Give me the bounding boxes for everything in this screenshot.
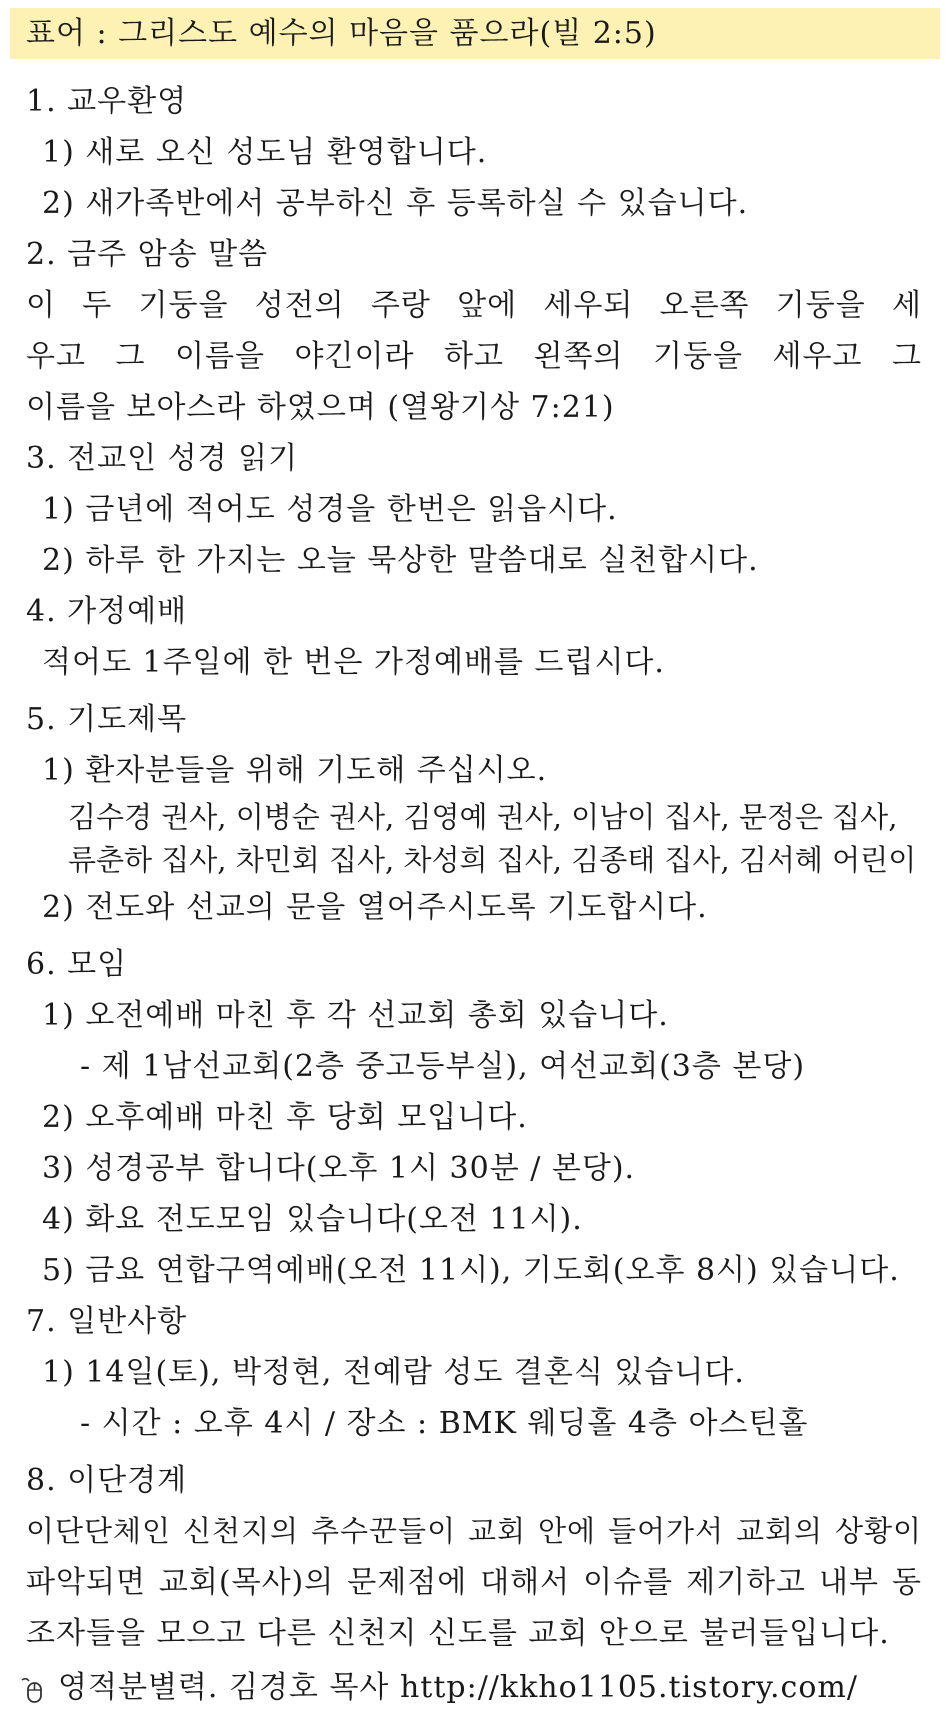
prayer-names: 김수경 권사, 이병순 권사, 김영예 권사, 이남이 집사, 문정은 집사, xyxy=(68,800,898,834)
section-title: 2. 금주 암송 말씀 xyxy=(26,237,269,272)
section-title: 5. 기도제목 xyxy=(26,702,188,737)
section-general xyxy=(26,1296,922,1449)
list-item: 3) 성경공부 합니다(오후 1시 30분 / 본당). xyxy=(42,1151,636,1186)
warning-line: 파악되면 교회(목사)의 문제점에 대해서 이슈를 제기하고 내부 동 xyxy=(26,1565,922,1600)
prayer-names: 류춘하 집사, 차민회 집사, 차성희 집사, 김종태 집사, 김서혜 어린이 xyxy=(68,843,917,877)
section-prayer xyxy=(26,694,922,933)
verse-line: 이 두 기둥을 성전의 주랑 앞에 세우되 오른쪽 기둥을 세 xyxy=(26,288,922,323)
list-item: 2) 전도와 선교의 문을 열어주시도록 기도합시다. xyxy=(42,890,708,925)
section-title: 3. 전교인 성경 읽기 xyxy=(26,441,299,476)
list-item: 1) 14일(토), 박정현, 전예람 성도 결혼식 있습니다. xyxy=(42,1355,745,1390)
warning-paragraph xyxy=(26,1506,922,1659)
announcements xyxy=(26,76,922,1659)
warning-line: 이단단체인 신천지의 추수꾼들이 교회 안에 들어가서 교회의 상황이 xyxy=(26,1514,922,1548)
motto-banner: 표어 : 그리스도 예수의 마음을 품으라(빌 2:5) xyxy=(10,8,940,59)
list-item: 1) 새로 오신 성도님 환영합니다. xyxy=(42,135,488,170)
list-item: 1) 금년에 적어도 성경을 한번은 읽읍시다. xyxy=(42,492,618,527)
list-subitem: - 시간 : 오후 4시 / 장소 : BMK 웨딩홀 4층 아스틴홀 xyxy=(80,1406,809,1441)
section-title: 7. 일반사항 xyxy=(26,1304,188,1339)
section-meetings xyxy=(26,939,922,1296)
verse-paragraph xyxy=(26,280,922,433)
list-item: 4) 화요 전도모임 있습니다(오전 11시). xyxy=(42,1202,583,1237)
verse-line: 이름을 보아스라 하였으며 (열왕기상 7:21) xyxy=(26,390,615,425)
verse-line: 우고 그 이름을 야긴이라 하고 왼쪽의 기둥을 세우고 그 xyxy=(26,339,922,374)
list-item: 2) 오후예배 마친 후 당회 모입니다. xyxy=(42,1100,528,1135)
list-item: 1) 오전예배 마친 후 각 선교회 총회 있습니다. xyxy=(42,998,669,1033)
section-cult-warning xyxy=(26,1455,922,1659)
section-title: 1. 교우환영 xyxy=(26,84,188,119)
section-bible-reading xyxy=(26,433,922,586)
footer-credit xyxy=(20,1664,940,1712)
list-subitem: - 제 1남선교회(2층 중고등부실), 여선교회(3층 본당) xyxy=(80,1049,806,1084)
list-item: 1) 환자분들을 위해 기도해 주십시오. xyxy=(42,753,548,788)
list-item: 2) 하루 한 가지는 오늘 묵상한 말씀대로 실천합시다. xyxy=(42,543,759,578)
section-family-worship xyxy=(26,586,922,688)
footer-text[interactable]: 영적분별력. 김경호 목사 http://kkho1105.tistory.com/ xyxy=(58,1670,858,1705)
section-title: 8. 이단경계 xyxy=(26,1463,188,1498)
section-title: 4. 가정예배 xyxy=(26,594,188,629)
list-item: 2) 새가족반에서 공부하신 후 등록하실 수 있습니다. xyxy=(42,186,749,221)
warning-line: 조자들을 모으고 다른 신천지 신도를 교회 안으로 불러들입니다. xyxy=(26,1616,890,1651)
list-item: 적어도 1주일에 한 번은 가정예배를 드립시다. xyxy=(42,645,665,680)
section-memory-verse xyxy=(26,229,922,433)
section-title: 6. 모임 xyxy=(26,947,128,982)
section-welcome xyxy=(26,76,922,229)
mouse-icon xyxy=(20,1672,48,1700)
list-item: 5) 금요 연합구역예배(오전 11시), 기도회(오후 8시) 있습니다. xyxy=(42,1253,900,1288)
